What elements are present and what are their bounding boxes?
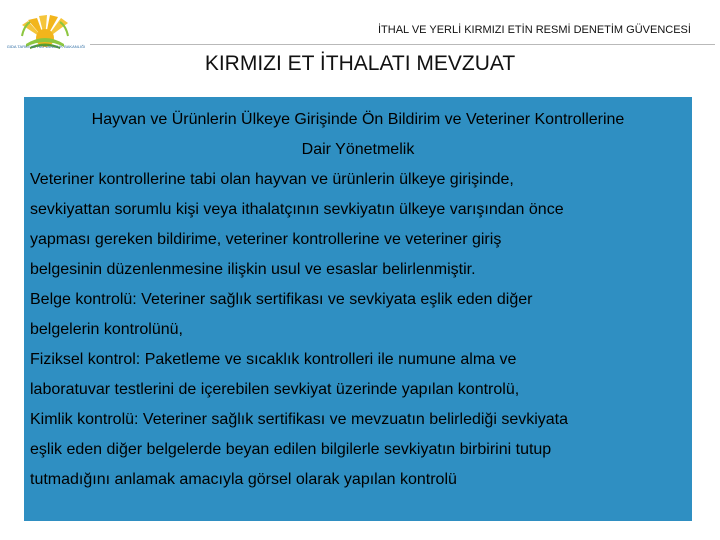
ministry-logo-icon (8, 10, 82, 58)
slide-title: KIRMIZI ET İTHALATI MEVZUAT (204, 52, 516, 75)
definition-term: Fiziksel kontrol: (30, 351, 141, 368)
definition-kimlik-line-3: tutmadığını anlamak amacıyla görsel olarak yapılan kontrolü (30, 471, 457, 488)
definition-term: Belge kontrolü: (30, 291, 137, 308)
regulation-heading-line-1: Hayvan ve Ürünlerin Ülkeye Girişinde Ön Bildirim ve Veteriner Kontrollerine (91, 111, 625, 128)
definition-kimlik-line-1 (30, 405, 686, 435)
regulation-heading-line-2: Dair Yönetmelik (301, 141, 415, 158)
definition-belge-line-1 (30, 285, 686, 315)
logo-caption: GIDA TARIM VE HAYVANCILIK BAKANLIĞI (6, 44, 86, 49)
definition-fiziksel-line-2: laboratuvar testlerini de içerebilen sevkiyat üzerinde yapılan kontrolü, (30, 381, 520, 398)
definition-term: Kimlik kontrolü: (30, 411, 139, 428)
definition-kimlik-line-2: eşlik eden diğer belgelerde beyan edilen bilgilerle sevkiyatın birbirini tutup (30, 441, 552, 458)
content-box (24, 97, 692, 521)
definition-belge-line-2: belgelerin kontrolünü, (30, 321, 183, 338)
intro-line: sevkiyattan sorumlu kişi veya ithalatçının sevkiyatın ülkeye varışından önce (30, 201, 564, 218)
definition-text: Paketleme ve sıcaklık kontrolleri ile numune alma ve (140, 351, 517, 368)
definition-fiziksel-line-1 (30, 345, 686, 375)
intro-line: yapması gereken bildirime, veteriner kontrollerine ve veteriner giriş (30, 231, 502, 248)
intro-line: Veteriner kontrollerine tabi olan hayvan ve ürünlerin ülkeye girişinde, (30, 171, 514, 188)
definition-text: Veteriner sağlık sertifikası ve mevzuatın belirlediği sevkiyata (138, 411, 569, 428)
definition-text: Veteriner sağlık sertifikası ve sevkiyata eşlik eden diğer (136, 291, 533, 308)
header-divider (90, 44, 715, 45)
header-tagline: İTHAL VE YERLİ KIRMIZI ETİN RESMİ DENETİM GÜVENCESİ (378, 24, 691, 36)
intro-line: belgesinin düzenlenmesine ilişkin usul ve esaslar belirlenmiştir. (30, 261, 476, 278)
